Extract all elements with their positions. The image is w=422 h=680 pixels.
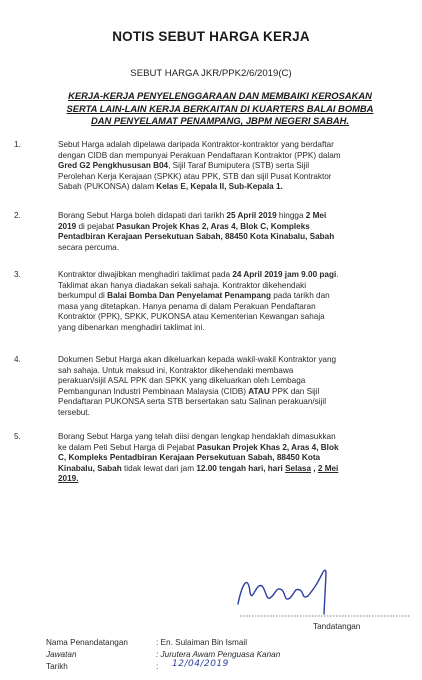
text-line: [58, 270, 414, 281]
text-segment: Kelas E, Kepala II, Sub-Kepala 1.: [156, 182, 283, 192]
clause-number: 1.: [14, 140, 21, 149]
date-label: Tarikh: [46, 662, 68, 671]
subject-line: KERJA-KERJA PENYELENGGARAAN DAN MEMBAIKI KEROSAKAN: [68, 90, 372, 101]
text-line: [58, 453, 414, 464]
text-segment: Pendaftaran PUKONSA serta STB bersertakan satu Salinan perakuan/sijil: [58, 397, 327, 407]
clause-text: [58, 270, 414, 334]
text-segment: tidak lewat dari jam: [121, 463, 197, 473]
text-segment: , Sijil Taraf Bumiputera (STB) serta Sijil: [168, 161, 310, 171]
text-segment: Gred G2 Pengkhususan B04: [58, 161, 169, 171]
text-line: [58, 323, 414, 334]
text-segment: Perolehan Kerja Kerajaan (SPKK) atau PPK, STB dan sijil Pusat Kontraktor: [58, 171, 332, 181]
clause-number: 2.: [14, 211, 21, 220]
text-line: [58, 474, 414, 485]
clause-text: [58, 432, 414, 485]
handwritten-date: 12/04/2019: [172, 659, 229, 669]
text-segment: perakuan/sijil ASAL PPK dan SPKK yang dikeluarkan oleh Lembaga: [58, 376, 306, 386]
text-segment: .: [336, 270, 339, 279]
date-row: [46, 662, 158, 671]
text-line: [58, 140, 414, 151]
text-segment: Selasa: [285, 463, 312, 473]
text-line: [58, 172, 414, 183]
text-line: [58, 387, 414, 398]
text-line: [58, 443, 414, 454]
clause-number: 3.: [14, 270, 21, 279]
position-row: [46, 650, 280, 659]
text-segment: tersebut.: [58, 407, 90, 417]
position-value: : Jurutera Awam Penguasa Kanan: [156, 650, 281, 659]
text-line: [58, 432, 414, 443]
text-line: [58, 151, 414, 162]
text-segment: Sebut Harga adalah dipelawa daripada Kontraktor-kontraktor yang berdaftar: [58, 140, 334, 149]
text-segment: 2 Mei: [317, 463, 339, 473]
text-segment: Borang Sebut Harga boleh didapati dari tarikh: [58, 211, 227, 220]
text-line: [58, 376, 414, 387]
text-line: [58, 366, 414, 377]
text-line: [58, 302, 414, 313]
text-segment: Pasukan Projek Khas 2, Aras 4, Blok: [196, 442, 339, 452]
text-segment: Pasukan Projek Khas 2, Aras 4, Blok C, Kompleks: [116, 221, 310, 231]
clause-text: [58, 211, 414, 253]
text-segment: ke dalam Peti Sebut Harga di Pejabat: [58, 442, 197, 452]
text-segment: ,: [311, 463, 318, 473]
position-label: Jawatan: [46, 650, 77, 659]
text-segment: 24 April 2019 jam 9.00 pagi: [232, 270, 337, 279]
text-segment: 2019.: [58, 474, 79, 484]
text-line: [58, 243, 414, 254]
text-segment: masa yang ditetapkan. Hanya penama di dalam Perakuan Pendaftaran: [58, 301, 316, 311]
text-segment: Kontraktor diwajibkan menghadiri taklimat pada: [58, 270, 233, 279]
text-segment: Sabah (PUKONSA) dalam: [58, 182, 157, 192]
text-line: [58, 464, 414, 475]
text-segment: Taklimat akan hanya diadakan sekali sahaja. Kontraktor dikehendaki: [58, 280, 307, 290]
text-segment: dengan CIDB dan mempunyai Perakuan Pendaftaran Kontraktor (PPK) dalam: [58, 150, 341, 160]
text-segment: ATAU: [248, 386, 270, 396]
text-segment: pada tarikh dan: [270, 291, 330, 301]
text-segment: hingga: [276, 211, 306, 220]
text-segment: PPK dan Sijil: [269, 386, 320, 396]
text-segment: yang dibenarkan menghadiri taklimat ini.: [58, 322, 205, 332]
text-line: [58, 355, 414, 366]
text-segment: 2 Mei: [305, 211, 327, 220]
text-segment: 2019: [58, 221, 77, 231]
text-segment: Balai Bomba Dan Penyelamat Penampang: [107, 291, 271, 301]
signature-caption: Tandatangan: [313, 622, 361, 631]
clause-number: 5.: [14, 432, 21, 441]
text-line: [58, 211, 414, 222]
text-segment: Dokumen Sebut Harga akan dikeluarkan kepada wakil-wakil Kontraktor yang: [58, 355, 337, 364]
text-line: [58, 408, 414, 419]
clause-number: 4.: [14, 355, 21, 364]
text-line: [58, 182, 414, 193]
text-segment: berkumpul di: [58, 291, 108, 301]
text-segment: secara percuma.: [58, 242, 119, 252]
signatory-name-label: Nama Penandatangan: [46, 638, 128, 647]
text-segment: Borang Sebut Harga yang telah diisi dengan lengkap hendaklah dimasukkan: [58, 432, 336, 441]
subject-line: SERTA LAIN-LAIN KERJA BERKAITAN DI KUARTERS BALAI BOMBA: [66, 102, 374, 114]
text-segment: sah sahaja. Untuk maksud ini, Kontraktor dikehendaki membawa: [58, 365, 294, 375]
text-line: [58, 281, 414, 292]
clause-text: [58, 355, 414, 419]
clause-text: [58, 140, 414, 193]
text-line: [58, 291, 414, 302]
signatory-name-value: : En. Sulaiman Bin Ismail: [156, 638, 248, 647]
date-colon: :: [156, 662, 159, 671]
text-segment: 25 April 2019: [226, 211, 277, 220]
text-segment: Pentadbiran Kerajaan Persekutuan Sabah, 88450 Kota Kinabalu, Sabah: [58, 232, 335, 242]
text-line: [58, 232, 414, 243]
text-segment: di pejabat: [76, 221, 117, 231]
reference-number: SEBUT HARGA JKR/PPK2/6/2019(C): [130, 68, 292, 79]
text-segment: Kontraktor (PPK), SPKK, PUKONSA atau Kementerian Kewangan sahaja: [58, 312, 325, 322]
text-segment: 12.00 tengah hari, hari: [196, 463, 286, 473]
text-segment: Kinabalu, Sabah: [58, 463, 122, 473]
subject-line: DAN PENYELAMAT PENAMPANG, JBPM NEGERI SABAH.: [90, 115, 349, 126]
subject-heading: [36, 90, 404, 128]
text-segment: C, Kompleks Pentadbiran Kerajaan Persekutuan Sabah, 88450 Kota: [58, 453, 321, 463]
document-title: NOTIS SEBUT HARGA KERJA: [112, 29, 310, 44]
text-segment: Pembangunan Industri Pembinaan Malaysia (CIDB): [58, 386, 249, 396]
text-line: [58, 161, 414, 172]
text-line: [58, 222, 414, 233]
text-line: [58, 397, 414, 408]
text-line: [58, 312, 414, 323]
signature-line: [240, 615, 410, 617]
signatory-name-row: [46, 638, 247, 647]
